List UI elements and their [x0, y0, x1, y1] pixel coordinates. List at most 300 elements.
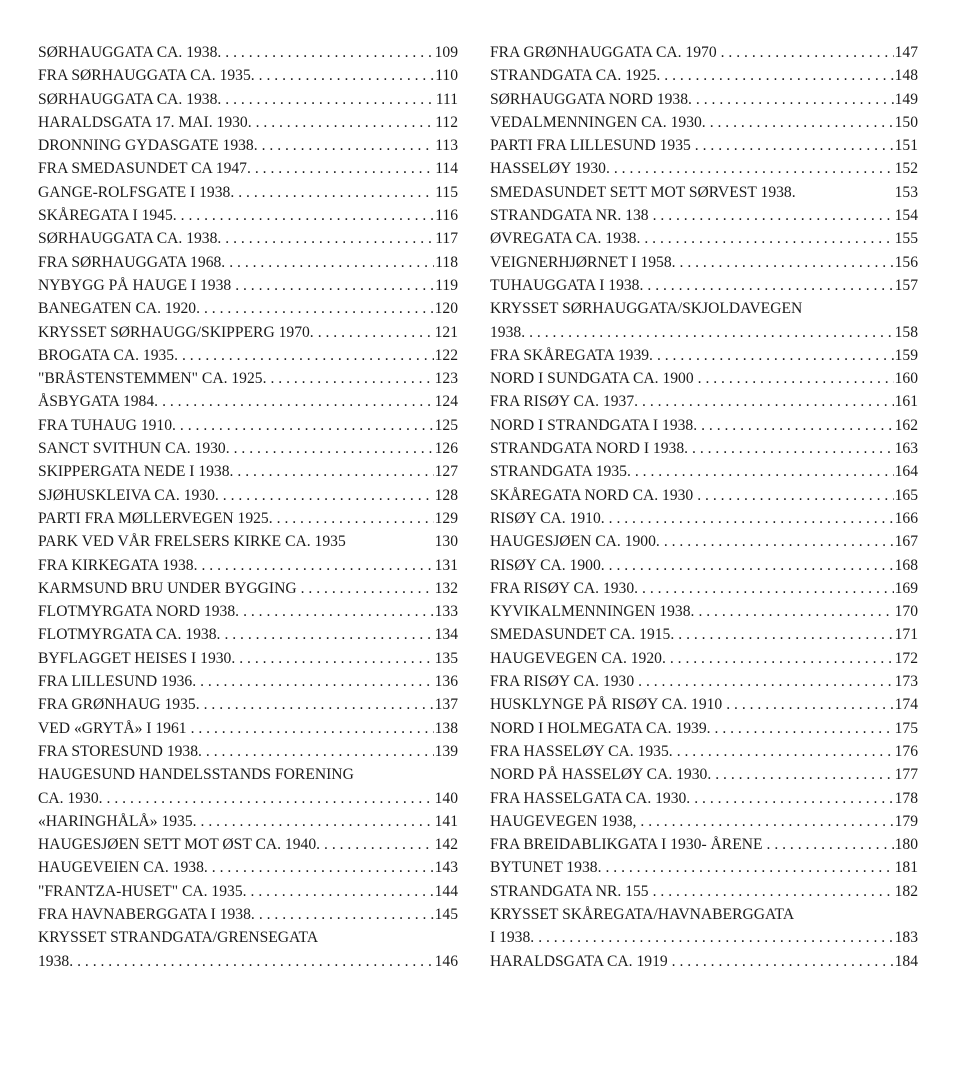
- entry-title: ØVREGATA CA. 1938.: [490, 230, 641, 248]
- index-entry: [490, 484, 918, 507]
- dot-leader: [204, 693, 434, 716]
- dot-leader: [259, 64, 435, 87]
- dot-leader: [270, 367, 433, 390]
- dot-leader: [609, 507, 894, 530]
- index-entry: [490, 274, 918, 297]
- entry-title-line1: KRYSSET SKÅREGATA/HAVNABERGGATA: [490, 905, 795, 923]
- entry-page-number: 141: [434, 812, 458, 830]
- entry-title: SØRHAUGGATA CA. 1938.: [38, 90, 222, 108]
- index-entry: [38, 670, 458, 693]
- dot-leader: [677, 740, 894, 763]
- index-entry: [38, 460, 458, 483]
- entry-page-number: 125: [434, 416, 458, 434]
- entry-page-number: 134: [434, 626, 458, 644]
- entry-page-number: 110: [435, 67, 458, 85]
- index-entry: [38, 880, 458, 903]
- dot-leader: [182, 344, 434, 367]
- entry-title: SMEDASUNDET SETT MOT SØRVEST 1938.: [490, 183, 796, 201]
- index-entry: [490, 367, 918, 390]
- dot-leader: [229, 251, 434, 274]
- dot-leader: [670, 647, 894, 670]
- entry-title: SØRHAUGGATA CA. 1938.: [38, 44, 222, 61]
- entry-title: SKÅREGATA NORD CA. 1930: [490, 486, 694, 504]
- entry-title: FRA GRØNHAUG 1935.: [38, 696, 200, 714]
- dot-leader: [721, 41, 894, 64]
- entry-page-number: 177: [894, 766, 918, 784]
- entry-title: SJØHUSKLEIVA CA. 1930.: [38, 486, 219, 504]
- entry-title: ÅSBYGATA 1984.: [38, 393, 159, 411]
- dot-leader: [715, 717, 894, 740]
- entry-title: SØRHAUGGATA CA. 1938.: [38, 230, 222, 248]
- entry-page-number: 156: [894, 253, 918, 271]
- index-entry: [490, 181, 918, 204]
- entry-title: FRA TUHAUG 1910.: [38, 416, 176, 434]
- index-entry: [490, 880, 918, 903]
- entry-page-number: 135: [434, 649, 458, 667]
- entry-title: FRA RISØY CA. 1937.: [490, 393, 639, 411]
- dot-leader: [664, 64, 893, 87]
- entry-page-number: 171: [894, 626, 918, 644]
- index-entry: [490, 600, 918, 623]
- entry-title: HAUGESJØEN CA. 1900.: [490, 533, 660, 551]
- entry-page-number: 150: [894, 113, 918, 131]
- dot-leader: [698, 600, 893, 623]
- entry-title: VEDALMENNINGEN CA. 1930.: [490, 113, 706, 131]
- entry-title: STRANDGATA NORD I 1938.: [490, 440, 689, 458]
- entry-page-number: 133: [434, 603, 458, 621]
- index-entry: [490, 111, 918, 134]
- entry-page-number: 112: [435, 113, 458, 131]
- dot-leader: [225, 41, 433, 64]
- dot-leader: [277, 507, 434, 530]
- entry-title: I 1938.: [490, 929, 535, 947]
- entry-page-number: 163: [894, 440, 918, 458]
- index-column-left: [38, 41, 458, 973]
- entry-page-number: 184: [894, 952, 918, 970]
- entry-page-number: 180: [894, 836, 918, 854]
- entry-page-number: 115: [435, 183, 458, 201]
- index-entry: [38, 530, 458, 553]
- dot-leader: [653, 204, 894, 227]
- index-entry: [38, 600, 458, 623]
- entry-page-number: 145: [434, 905, 458, 923]
- entry-title: HARALDSGATA 17. MAI. 1930.: [38, 113, 252, 131]
- dot-leader: [605, 856, 893, 879]
- index-entry: [38, 181, 458, 204]
- dot-leader: [657, 344, 894, 367]
- dot-leader: [201, 554, 433, 577]
- dot-leader: [201, 810, 434, 833]
- dot-leader: [301, 577, 434, 600]
- entry-title: "BRÅSTENSTEMMEN" CA. 1925.: [38, 370, 267, 388]
- index-entry: [38, 111, 458, 134]
- entry-page-number: 111: [435, 90, 458, 108]
- dot-leader: [695, 134, 894, 157]
- entry-title: FRA HAVNABERGGATA I 1938.: [38, 905, 255, 923]
- index-entry: [490, 41, 918, 64]
- entry-title: VEIGNERHJØRNET I 1958.: [490, 253, 676, 271]
- entry-page-number: 158: [894, 323, 918, 341]
- dot-leader: [237, 460, 433, 483]
- entry-page-number: 128: [434, 486, 458, 504]
- entry-page-number: 126: [434, 440, 458, 458]
- entry-title-line1: KRYSSET STRANDGATA/GRENSEGATA: [38, 929, 319, 947]
- dot-leader: [225, 227, 434, 250]
- index-entry: [490, 787, 918, 810]
- entry-page-number: 161: [894, 393, 918, 411]
- index-entry: [38, 856, 458, 879]
- entry-page-number: 169: [894, 579, 918, 597]
- entry-page-number: 130: [434, 533, 458, 551]
- dot-leader: [239, 647, 433, 670]
- entry-title: BROGATA CA. 1935.: [38, 346, 178, 364]
- entry-page-number: 131: [434, 556, 458, 574]
- index-entry: [38, 717, 458, 740]
- entry-page-number: 127: [434, 463, 458, 481]
- entry-page-number: 138: [434, 719, 458, 737]
- entry-page-number: 152: [894, 160, 918, 178]
- index-entry: [490, 227, 918, 250]
- entry-title: STRANDGATA 1935.: [490, 463, 631, 481]
- index-entry: [490, 740, 918, 763]
- entry-page-number: 137: [434, 696, 458, 714]
- entry-page-number: 124: [434, 393, 458, 411]
- dot-leader: [726, 693, 893, 716]
- entry-page-number: 162: [894, 416, 918, 434]
- dot-leader: [710, 111, 894, 134]
- entry-page-number: 114: [435, 160, 458, 178]
- dot-leader: [235, 274, 434, 297]
- index-entry: [490, 437, 918, 460]
- dot-leader: [262, 134, 435, 157]
- index-entry: [490, 554, 918, 577]
- index-entry: [38, 390, 458, 413]
- index-entry: [490, 64, 918, 87]
- entry-page-number: 166: [894, 509, 918, 527]
- entry-title: RISØY CA. 1910.: [490, 509, 605, 527]
- entry-title: SKÅREGATA I 1945.: [38, 207, 177, 225]
- index-entry: [38, 321, 458, 344]
- dot-leader: [715, 763, 893, 786]
- dot-leader: [647, 274, 893, 297]
- entry-title: CA. 1930.: [38, 789, 103, 807]
- entry-title: SKIPPERGATA NEDE I 1938.: [38, 463, 234, 481]
- entry-title: NORD I HOLMEGATA CA. 1939.: [490, 719, 711, 737]
- dot-leader: [696, 88, 894, 111]
- entry-title: FRA LILLESUND 1936.: [38, 673, 197, 691]
- dot-leader: [181, 204, 435, 227]
- dot-leader: [107, 787, 434, 810]
- entry-page-number: 167: [894, 533, 918, 551]
- entry-title: FRA HASSELGATA CA. 1930.: [490, 789, 691, 807]
- dot-leader: [653, 880, 894, 903]
- entry-title: «HARINGHÅLÅ» 1935.: [38, 812, 197, 830]
- index-entry: [38, 414, 458, 437]
- index-entry: [38, 274, 458, 297]
- index-entry: [490, 647, 918, 670]
- index-entry: [490, 856, 918, 879]
- dot-leader: [77, 950, 434, 973]
- index-entry: [490, 297, 918, 344]
- entry-title: SANCT SVITHUN CA. 1930.: [38, 440, 230, 458]
- entry-page-number: 140: [434, 789, 458, 807]
- entry-page-number: 175: [894, 719, 918, 737]
- entry-title: GANGE-ROLFSGATE I 1938.: [38, 183, 235, 201]
- index-entry: [38, 88, 458, 111]
- entry-page-number: 164: [894, 463, 918, 481]
- entry-page-number: 132: [434, 579, 458, 597]
- index-entry: [490, 460, 918, 483]
- entry-page-number: 121: [434, 323, 458, 341]
- entry-title: HAUGEVEGEN CA. 1920.: [490, 649, 666, 667]
- index-entry: [490, 903, 918, 950]
- index-entry: [490, 763, 918, 786]
- dot-leader: [204, 297, 434, 320]
- dot-leader: [206, 740, 434, 763]
- entry-title: HAUGEVEGEN 1938,: [490, 812, 637, 830]
- entry-page-number: 173: [894, 673, 918, 691]
- index-entry: [490, 833, 918, 856]
- entry-title: STRANDGATA CA. 1925.: [490, 67, 661, 85]
- entry-page-number: 170: [894, 603, 918, 621]
- entry-title: HASSELØY 1930.: [490, 160, 610, 178]
- entry-title: FRA STORESUND 1938.: [38, 742, 202, 760]
- dot-leader: [692, 437, 894, 460]
- index-entry: [490, 950, 918, 973]
- entry-page-number: 123: [434, 370, 458, 388]
- entry-page-number: 159: [894, 346, 918, 364]
- dot-leader: [644, 227, 893, 250]
- index-entry: [38, 344, 458, 367]
- entry-title: BYFLAGGET HEISES I 1930.: [38, 649, 236, 667]
- index-entry: [38, 157, 458, 180]
- entry-page-number: 113: [435, 137, 458, 155]
- dot-leader: [701, 414, 894, 437]
- index-entry: [38, 227, 458, 250]
- entry-title: 1938.: [38, 952, 74, 970]
- dot-leader: [224, 623, 433, 646]
- entry-title: NORD I STRANDGATA I 1938.: [490, 416, 698, 434]
- entry-page-number: 120: [434, 300, 458, 318]
- index-entry: [38, 833, 458, 856]
- entry-title: PARK VED VÅR FRELSERS KIRKE CA. 1935: [38, 533, 346, 551]
- dot-leader: [318, 321, 434, 344]
- index-entry: [38, 297, 458, 320]
- entry-page-number: 122: [434, 346, 458, 364]
- index-entry: [490, 157, 918, 180]
- entry-title: RISØY CA. 1900.: [490, 556, 605, 574]
- index-entry: [38, 204, 458, 227]
- dot-leader: [698, 367, 894, 390]
- entry-page-number: 143: [434, 859, 458, 877]
- dot-leader: [256, 111, 435, 134]
- entry-page-number: 118: [435, 253, 458, 271]
- dot-leader: [678, 623, 893, 646]
- dot-leader: [162, 390, 434, 413]
- index-entry: [490, 530, 918, 553]
- index-entry: [490, 577, 918, 600]
- dot-leader: [238, 181, 434, 204]
- entry-page-number: 174: [894, 696, 918, 714]
- dot-leader: [672, 950, 894, 973]
- entry-page-number: 142: [434, 836, 458, 854]
- index-entry: [38, 926, 458, 973]
- index-entry: [38, 623, 458, 646]
- dot-leader: [697, 484, 893, 507]
- entry-page-number: 149: [894, 90, 918, 108]
- entry-page-number: 154: [894, 207, 918, 225]
- index-entry: [490, 507, 918, 530]
- dot-leader: [664, 530, 894, 553]
- entry-page-number: 178: [894, 789, 918, 807]
- index-entry: [490, 251, 918, 274]
- entry-title: FRA KIRKEGATA 1938.: [38, 556, 198, 574]
- index-entry: [490, 670, 918, 693]
- index-entry: [38, 367, 458, 390]
- entry-page-number: 117: [435, 230, 458, 248]
- entry-title: NYBYGG PÅ HAUGE I 1938: [38, 276, 232, 294]
- dot-leader: [642, 577, 894, 600]
- dot-leader: [180, 414, 434, 437]
- dot-leader: [767, 833, 894, 856]
- entry-page-number: 176: [894, 742, 918, 760]
- index-entry: [38, 740, 458, 763]
- entry-title: SMEDASUNDET CA. 1915.: [490, 626, 675, 644]
- dot-leader: [251, 880, 434, 903]
- entry-title-line1: KRYSSET SØRHAUGGATA/SKJOLDAVEGEN: [490, 300, 803, 318]
- entry-page-number: 160: [894, 370, 918, 388]
- dot-leader: [529, 321, 894, 344]
- entry-page-number: 144: [434, 882, 458, 900]
- entry-page-number: 116: [435, 207, 458, 225]
- entry-page-number: 172: [894, 649, 918, 667]
- entry-page-number: 146: [434, 952, 458, 970]
- entry-title: FRA RISØY CA. 1930: [490, 673, 635, 691]
- entry-page-number: 181: [894, 859, 918, 877]
- entry-page-number: 129: [434, 509, 458, 527]
- entry-page-number: 148: [894, 67, 918, 85]
- entry-page-number: 119: [435, 276, 458, 294]
- dot-leader: [614, 157, 894, 180]
- entry-title: BYTUNET 1938.: [490, 859, 602, 877]
- entry-page-number: 168: [894, 556, 918, 574]
- entry-title: PARTI FRA LILLESUND 1935: [490, 137, 691, 155]
- entry-title: KYVIKALMENNINGEN 1938.: [490, 603, 695, 621]
- dot-leader: [191, 717, 434, 740]
- entry-page-number: 155: [894, 230, 918, 248]
- index-entry: [38, 693, 458, 716]
- entry-title: FRA SMEDASUNDET CA 1947.: [38, 160, 251, 178]
- entry-title: FRA RISØY CA. 1930.: [490, 579, 639, 597]
- entry-title: HAUGESJØEN SETT MOT ØST CA. 1940.: [38, 836, 321, 854]
- entry-page-number: 183: [894, 929, 918, 947]
- entry-title: STRANDGATA NR. 155: [490, 882, 649, 900]
- entry-title: FRA SØRHAUGGATA CA. 1935.: [38, 67, 255, 85]
- entry-title: FRA HASSELØY CA. 1935.: [490, 742, 673, 760]
- dot-leader: [259, 903, 434, 926]
- dot-leader: [255, 157, 434, 180]
- entry-title: BANEGATEN CA. 1920.: [38, 300, 200, 318]
- entry-title: 1938.: [490, 323, 526, 341]
- index-entry: [490, 717, 918, 740]
- entry-page-number: 182: [894, 882, 918, 900]
- entry-page-number: 165: [894, 486, 918, 504]
- index-entry: [38, 134, 458, 157]
- dot-leader: [212, 856, 434, 879]
- dot-leader: [694, 787, 893, 810]
- entry-page-number: 179: [894, 812, 918, 830]
- dot-leader: [200, 670, 434, 693]
- entry-title: TUHAUGGATA I 1938.: [490, 276, 644, 294]
- index-entry: [490, 134, 918, 157]
- entry-page-number: 147: [894, 44, 918, 61]
- entry-title: FLOTMYRGATA NORD 1938.: [38, 603, 240, 621]
- index-entry: [490, 88, 918, 111]
- index-entry: [38, 577, 458, 600]
- entry-title: NORD I SUNDGATA CA. 1900: [490, 370, 694, 388]
- entry-page-number: 153: [894, 183, 918, 201]
- dot-leader: [223, 484, 434, 507]
- index-entry: [38, 810, 458, 833]
- index-entry: [490, 810, 918, 833]
- entry-title: FRA GRØNHAUGGATA CA. 1970: [490, 44, 717, 61]
- index-column-right: [490, 41, 918, 973]
- dot-leader: [243, 600, 434, 623]
- dot-leader: [538, 926, 893, 949]
- entry-title: PARTI FRA MØLLERVEGEN 1925.: [38, 509, 273, 527]
- dot-leader: [640, 810, 893, 833]
- dot-leader: [225, 88, 434, 111]
- entry-title: KRYSSET SØRHAUGG/SKIPPERG 1970.: [38, 323, 314, 341]
- entry-title: HARALDSGATA CA. 1919: [490, 952, 668, 970]
- index-entry: [38, 507, 458, 530]
- entry-page-number: 139: [434, 742, 458, 760]
- index-entry: [38, 554, 458, 577]
- index-entry: [38, 41, 458, 64]
- entry-title: "FRANTZA-HUSET" CA. 1935.: [38, 882, 247, 900]
- index-entry: [490, 344, 918, 367]
- index-entry: [490, 414, 918, 437]
- index-entry: [38, 484, 458, 507]
- index-entry: [38, 437, 458, 460]
- entry-page-number: 109: [434, 44, 458, 61]
- entry-page-number: 157: [894, 276, 918, 294]
- entry-title: SØRHAUGGATA NORD 1938.: [490, 90, 692, 108]
- entry-title: FLOTMYRGATA CA. 1938.: [38, 626, 221, 644]
- entry-title-line1: HAUGESUND HANDELSSTANDS FORENING: [38, 766, 354, 784]
- entry-title: FRA SKÅREGATA 1939.: [490, 346, 653, 364]
- entry-title: NORD PÅ HASSELØY CA. 1930.: [490, 766, 712, 784]
- index-entry: [490, 623, 918, 646]
- entry-title: STRANDGATA NR. 138: [490, 207, 649, 225]
- entry-title: DRONNING GYDASGATE 1938.: [38, 137, 258, 155]
- index-entry: [490, 693, 918, 716]
- dot-leader: [680, 251, 894, 274]
- index-entry: [38, 64, 458, 87]
- index-entry: [490, 390, 918, 413]
- dot-leader: [234, 437, 434, 460]
- dot-leader: [609, 554, 894, 577]
- dot-leader: [635, 460, 894, 483]
- entry-title: HUSKLYNGE PÅ RISØY CA. 1910: [490, 696, 723, 714]
- entry-title: HAUGEVEIEN CA. 1938.: [38, 859, 208, 877]
- entry-title: FRA SØRHAUGGATA 1968.: [38, 253, 226, 271]
- entry-page-number: 136: [434, 673, 458, 691]
- index-entry: [38, 647, 458, 670]
- index-entry: [38, 903, 458, 926]
- entry-title: FRA BREIDABLIKGATA I 1930- ÅRENE: [490, 836, 763, 854]
- entry-title: KARMSUND BRU UNDER BYGGING: [38, 579, 297, 597]
